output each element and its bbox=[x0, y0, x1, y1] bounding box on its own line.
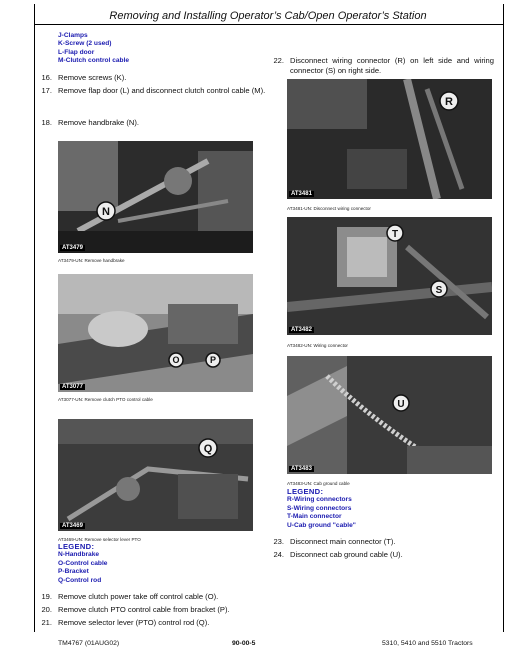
photo-caption: AT3482-UN: Wiring connector bbox=[287, 343, 348, 348]
photo-code: AT3483 bbox=[291, 466, 312, 472]
photo-wiring-ts bbox=[287, 217, 492, 335]
legend-right bbox=[287, 488, 356, 530]
photo-selector-lever bbox=[58, 419, 253, 531]
legend-item: M-Clutch control cable bbox=[58, 57, 130, 65]
photo-caption: AT3481-UN: Disconnect wiring connector bbox=[287, 206, 371, 211]
step-17: 17. Remove flap door (L) and disconnect clutch control cable (M). bbox=[41, 86, 266, 95]
legend-item: P-Bracket bbox=[58, 568, 89, 576]
step-23: 23. Disconnect main connector (T). bbox=[273, 537, 396, 546]
legend-item: U-Cab ground "cable" bbox=[287, 521, 356, 529]
callout-o: O bbox=[172, 355, 180, 365]
photo-caption: AT3077-UN: Remove clutch PTO control cable bbox=[58, 397, 153, 402]
legend-item: K-Screw (2 used) bbox=[58, 40, 112, 48]
callout-q: Q bbox=[203, 443, 213, 455]
photo-handbrake bbox=[58, 141, 253, 253]
callout-p: P bbox=[209, 355, 217, 365]
legend-item: L-Flap door bbox=[58, 48, 95, 56]
photo-clutch-cable bbox=[58, 274, 253, 392]
legend-item: S-Wiring connectors bbox=[287, 504, 352, 512]
step-16: 16. Remove screws (K). bbox=[41, 73, 127, 82]
step-19: 19. Remove clutch power take off control cable (O). bbox=[41, 592, 219, 601]
legend-left bbox=[58, 543, 107, 585]
header-divider bbox=[34, 24, 503, 25]
callout-s: S bbox=[435, 285, 443, 296]
legend-item: J-Clamps bbox=[58, 32, 88, 39]
legend-top bbox=[58, 32, 129, 66]
page-title: Removing and Installing Operator’s Cab/Open Operator’s Station bbox=[109, 10, 427, 22]
step-21: 21. Remove selector lever (PTO) control rod (Q). bbox=[41, 618, 210, 627]
photo-code: AT3482 bbox=[291, 327, 312, 333]
legend-item: O-Control cable bbox=[58, 559, 108, 567]
legend-item: R-Wiring connectors bbox=[287, 496, 352, 504]
callout-u: U bbox=[397, 399, 405, 410]
photo-caption: AT3483-UN: Cab ground cable bbox=[287, 481, 350, 486]
legend-item: Q-Control rod bbox=[58, 576, 102, 584]
callout-t: T bbox=[391, 229, 399, 240]
footer-doc-id: TM4767 (01AUG02) bbox=[58, 640, 120, 647]
footer-page-number: 90-00-5 bbox=[232, 640, 256, 647]
photo-wiring-r bbox=[287, 79, 492, 199]
legend-item: T-Main connector bbox=[287, 513, 342, 521]
step-24: 24. Disconnect cab ground cable (U). bbox=[273, 550, 403, 559]
step-22: 22. Disconnect wiring connector (R) on left side and wiring connector (S) on right side. bbox=[273, 56, 494, 75]
photo-caption: AT3479-UN: Remove handbrake bbox=[58, 258, 125, 263]
photo-code: AT3077 bbox=[62, 384, 83, 390]
callout-r: R bbox=[445, 96, 453, 108]
photo-ground-cable bbox=[287, 356, 492, 474]
footer-product: 5310, 5410 and 5510 Tractors bbox=[382, 640, 473, 647]
photo-code: AT3469 bbox=[62, 523, 83, 529]
legend-heading: LEGEND: bbox=[58, 542, 95, 551]
callout-n: N bbox=[102, 206, 110, 218]
photo-code: AT3481 bbox=[291, 191, 312, 197]
step-18: 18. Remove handbrake (N). bbox=[41, 118, 140, 127]
step-20: 20. Remove clutch PTO control cable from bracket (P). bbox=[41, 605, 230, 614]
photo-caption: AT3469-UN: Remove selector lever PTO bbox=[58, 537, 141, 542]
legend-item: N-Handbrake bbox=[58, 551, 100, 559]
legend-heading: LEGEND: bbox=[287, 487, 324, 496]
photo-code: AT3479 bbox=[62, 245, 83, 251]
